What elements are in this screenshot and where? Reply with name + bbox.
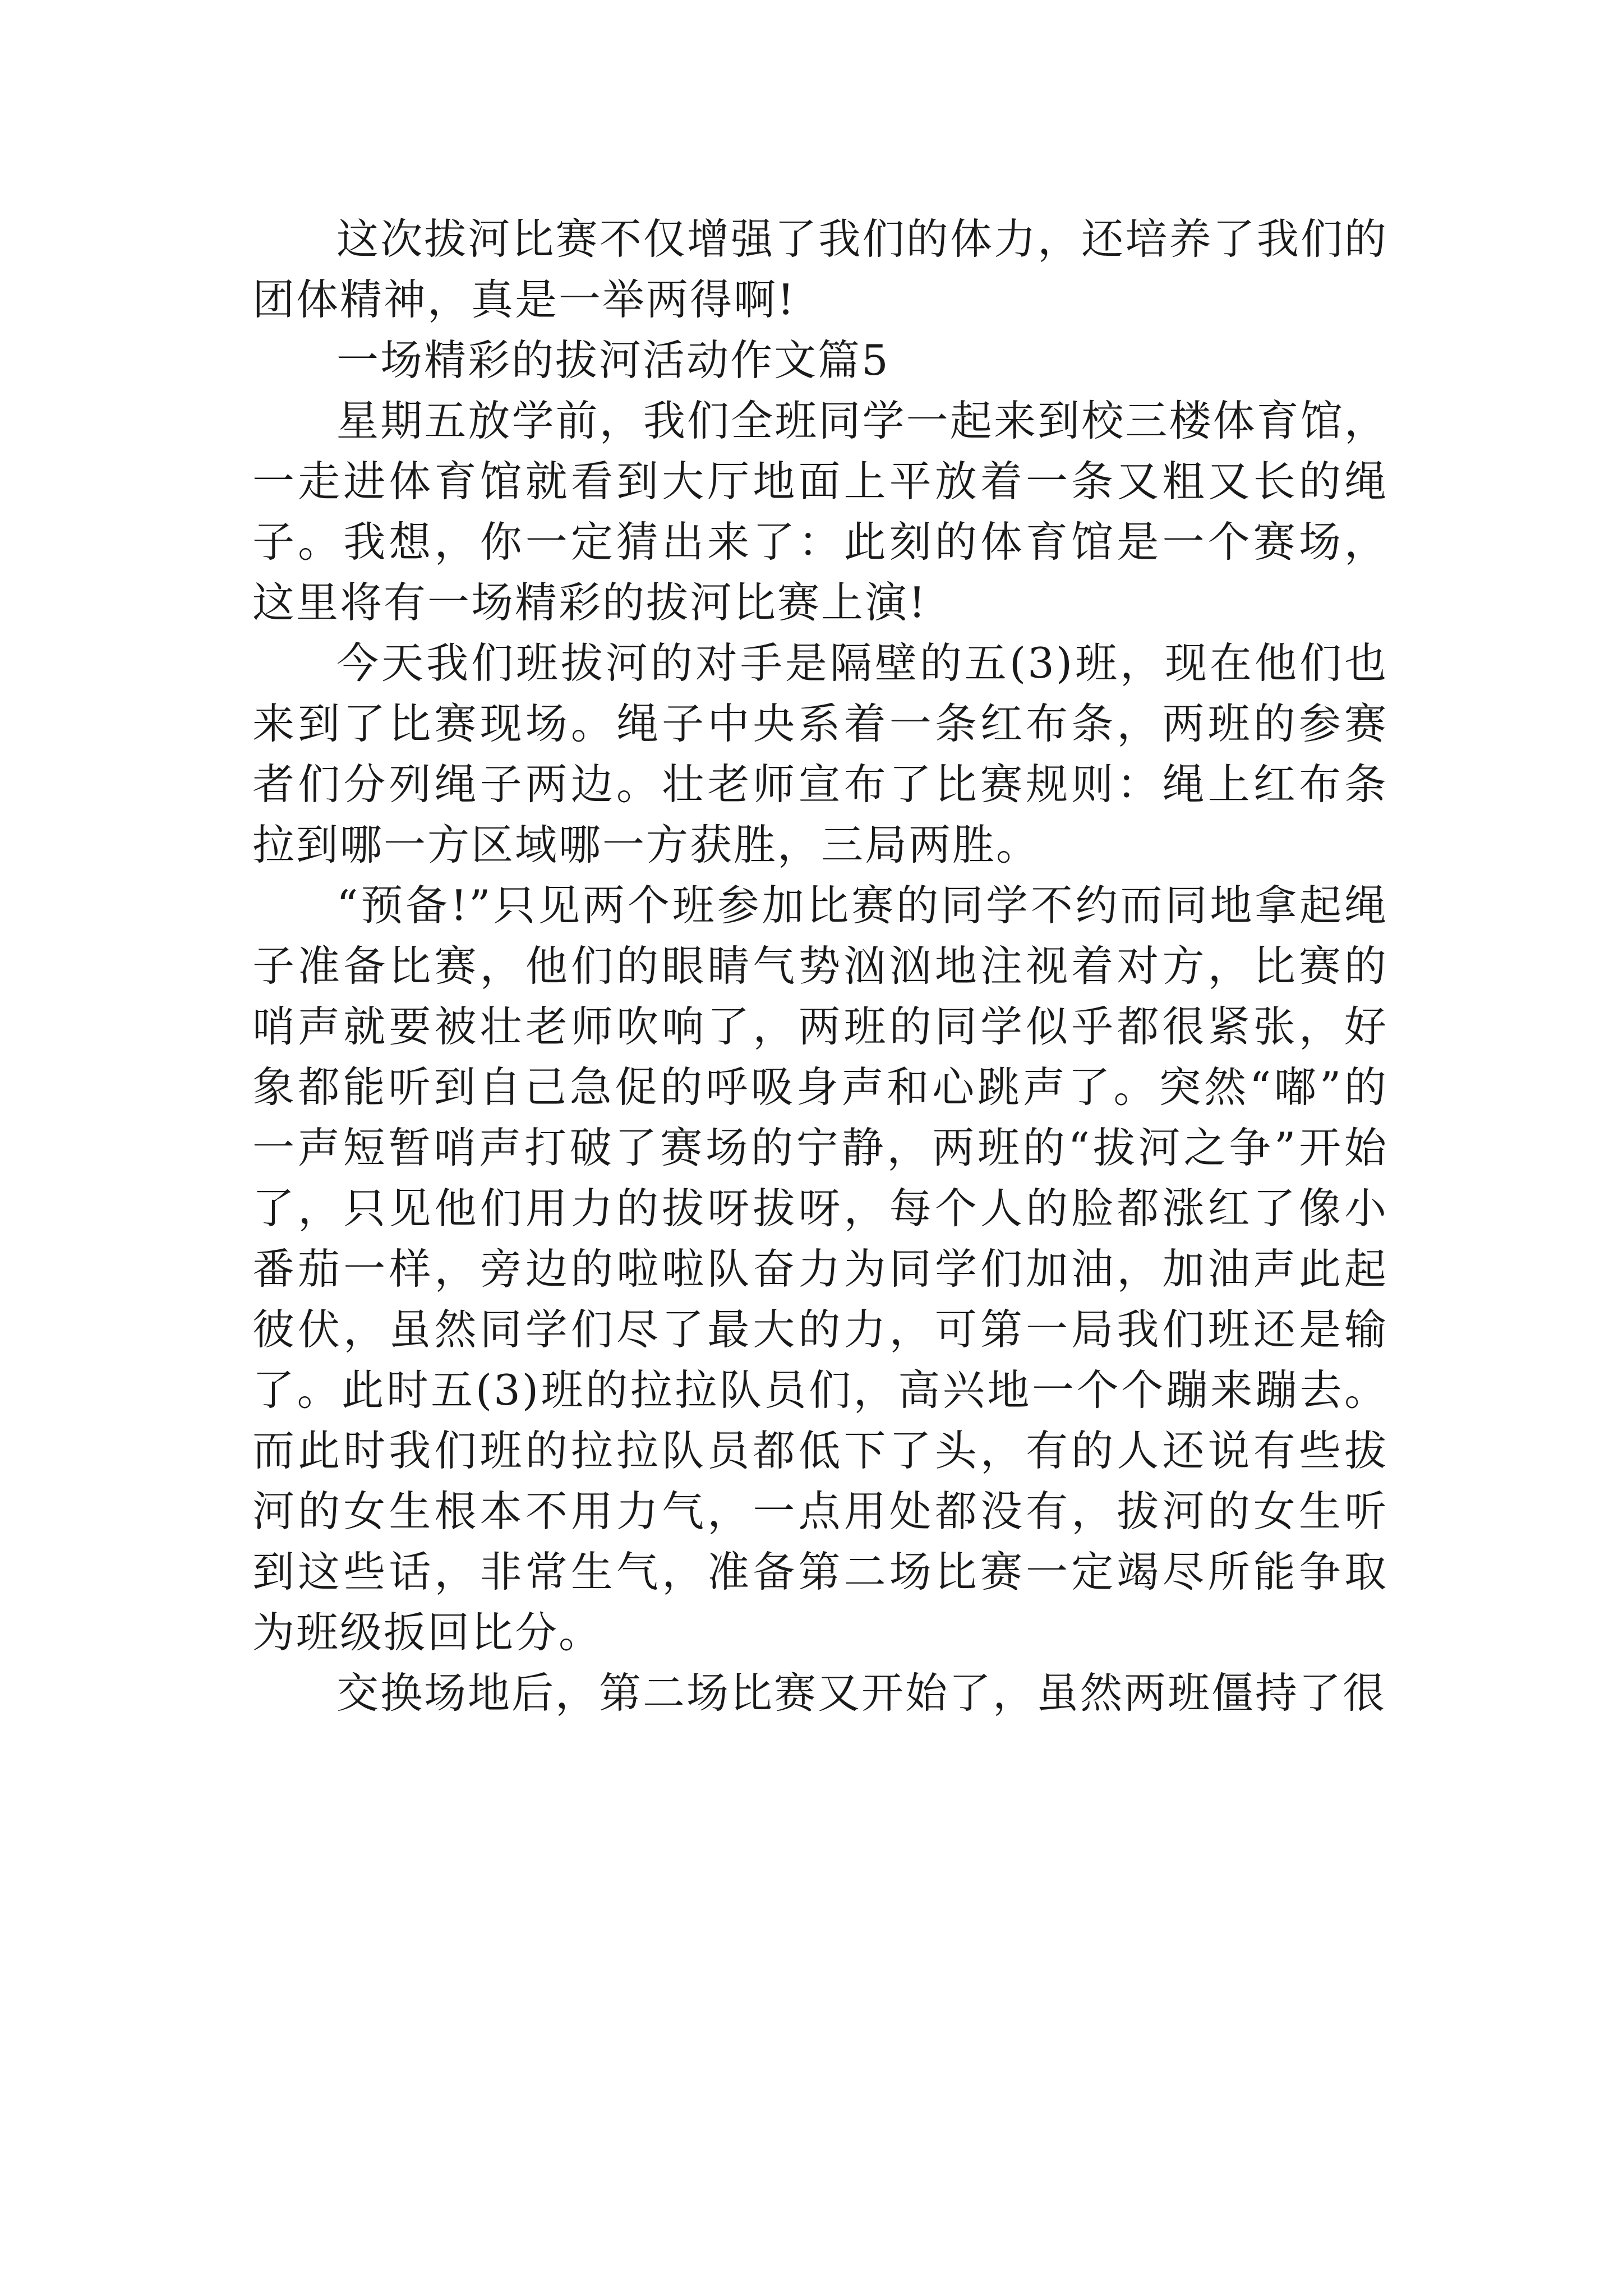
document-body (252, 209, 1388, 1723)
paragraph-second-round: 交换场地后，第二场比赛又开始了，虽然两班僵持了很 (336, 1668, 1387, 1718)
paragraph-first-round: “预备!”只见两个班参加比赛的同学不约而同地拿起绳子准备比赛，他们的眼睛气势汹汹地注视着对方，比赛的哨声就要被壮老师吹响了，两班的同学似乎都很紧张，好象都能听到自己急促的呼吸身声和心跳声了。突然“嘟”的一声短暂哨声打破了赛场的宁静，两班的“拔河之争”开始了，只见他们用力的拔呀拔呀，每个人的脸都涨红了像小番茄一样，旁边的啦啦队奋力为同学们加油，加油声此起彼伏，虽然同学们尽了最大的力，可第一局我们班还是输了。此时五(3)班的拉拉队员们，高兴地一个个蹦来蹦去。而此时我们班的拉拉队员都低下了头，有的人还说有些拔河的女生根本不用力气，一点用处都没有，拔河的女生听到这些话，非常生气，准备第二场比赛一定竭尽所能争取为班级扳回比分。 (252, 881, 1388, 1657)
paragraph-intro: 星期五放学前，我们全班同学一起来到校三楼体育馆，一走进体育馆就看到大厅地面上平放着一条又粗又长的绳子。我想，你一定猜出来了：此刻的体育馆是一个赛场，这里将有一场精彩的拔河比赛上演! (252, 396, 1388, 627)
paragraph-conclusion: 这次拔河比赛不仅增强了我们的体力，还培养了我们的团体精神，真是一举两得啊! (252, 214, 1388, 324)
paragraph-opponent: 今天我们班拔河的对手是隔壁的五(3)班，现在他们也来到了比赛现场。绳子中央系着一条红布条，两班的参赛者们分列绳子两边。壮老师宣布了比赛规则：绳上红布条拉到哪一方区域哪一方获胜，三局两胜。 (252, 638, 1388, 869)
essay-title: 一场精彩的拔河活动作文篇5 (336, 335, 890, 385)
